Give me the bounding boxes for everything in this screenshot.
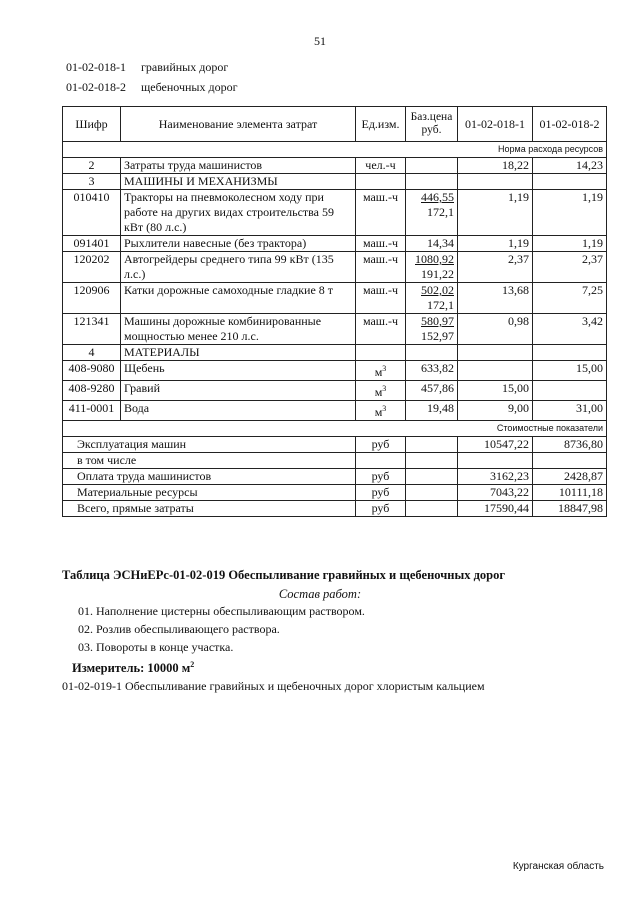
empty-cell [458, 174, 533, 190]
section-row [63, 345, 607, 361]
row-value-1: 1,19 [458, 190, 533, 236]
row-unit: маш.-ч [356, 283, 406, 314]
row-value-2: 1,19 [533, 190, 607, 236]
row-value-1: 0,98 [458, 314, 533, 345]
cost-value-2: 10111,18 [533, 485, 607, 501]
table-row [63, 401, 607, 421]
cost-row [63, 469, 607, 485]
cost-row [63, 453, 607, 469]
row-name: Автогрейдеры среднего типа 99 кВт (135 л.с.) [121, 252, 356, 283]
section-name: МАТЕРИАЛЫ [121, 345, 356, 361]
resource-table [62, 106, 607, 517]
cost-value-2: 8736,80 [533, 437, 607, 453]
row-name: Машины дорожные комбинированные мощностью менее 210 л.с. [121, 314, 356, 345]
meter-sup: 2 [190, 660, 195, 669]
header-code-line [66, 80, 238, 95]
empty-cell [406, 174, 458, 190]
empty-cell [406, 485, 458, 501]
cost-note-row [63, 421, 607, 437]
empty-cell [356, 174, 406, 190]
row-value-2: 14,23 [533, 158, 607, 174]
cost-unit: руб [356, 469, 406, 485]
row-price-value: 14,34 [427, 236, 454, 250]
materials-body [63, 361, 607, 421]
header-code-name: гравийных дорог [141, 60, 229, 74]
cost-name: Оплата труда машинистов [63, 469, 356, 485]
cost-value-1: 10547,22 [458, 437, 533, 453]
meter-label [72, 657, 194, 676]
footer-region: Курганская область [512, 861, 604, 872]
table-row [63, 158, 607, 174]
row-price [406, 283, 458, 314]
unit-sup: 3 [382, 384, 387, 393]
row-unit [356, 381, 406, 401]
row-price-wage: 191,22 [421, 267, 454, 281]
empty-cell [533, 345, 607, 361]
work-item: 02. Розлив обеспыливающего раствора. [78, 622, 280, 636]
row-value-2: 1,19 [533, 236, 607, 252]
cost-row [63, 501, 607, 517]
cost-row [63, 437, 607, 453]
cost-unit: руб [356, 501, 406, 517]
empty-cell [458, 345, 533, 361]
row-price: 633,82 [406, 361, 458, 381]
row-value-2: 2,37 [533, 252, 607, 283]
section-code: 4 [63, 345, 121, 361]
row-name: Вода [121, 401, 356, 421]
row-name: Рыхлители навесные (без трактора) [121, 236, 356, 252]
row-code: 408-9280 [63, 381, 121, 401]
row-unit: маш.-ч [356, 314, 406, 345]
row-value-1: 13,68 [458, 283, 533, 314]
row-unit [356, 361, 406, 381]
cost-name: Всего, прямые затраты [63, 501, 356, 517]
row-name: Гравий [121, 381, 356, 401]
row-value-1: 15,00 [458, 381, 533, 401]
unit-sup: 3 [382, 364, 387, 373]
empty-cell [406, 437, 458, 453]
row-unit: маш.-ч [356, 252, 406, 283]
empty-cell [406, 345, 458, 361]
costs-body [63, 437, 607, 517]
row-name: Тракторы на пневмоколесном ходу при работе на других видах строительства 59 кВт (80 л.с.) [121, 190, 356, 236]
work-item: 03. Повороты в конце участка. [78, 640, 234, 654]
row-unit: маш.-ч [356, 236, 406, 252]
row-value-1: 18,22 [458, 158, 533, 174]
unit-text: м [374, 385, 383, 399]
col-header-018-1: 01-02-018-1 [458, 107, 533, 142]
cost-name: Материальные ресурсы [63, 485, 356, 501]
row-value-2: 15,00 [533, 361, 607, 381]
row-code: 120906 [63, 283, 121, 314]
row-unit: чел.-ч [356, 158, 406, 174]
row-value-2 [533, 381, 607, 401]
row-price-wage: 172,1 [427, 205, 454, 219]
empty-cell [406, 469, 458, 485]
cost-value-1: 3162,23 [458, 469, 533, 485]
row-price: 19,48 [406, 401, 458, 421]
row-price [406, 252, 458, 283]
table-row [63, 361, 607, 381]
col-header-base-price: Баз.цена руб. [406, 107, 458, 142]
row-price: 457,86 [406, 381, 458, 401]
row-price-wage: 172,1 [427, 298, 454, 312]
cost-value-1 [458, 453, 533, 469]
row-code: 120202 [63, 252, 121, 283]
cost-value-2 [533, 453, 607, 469]
row-unit [356, 401, 406, 421]
cost-value-2: 2428,87 [533, 469, 607, 485]
row-price-value: 1080,92 [415, 252, 454, 266]
row-name: Щебень [121, 361, 356, 381]
section-title: Таблица ЭСНиЕРс-01-02-019 Обеспыливание гравийных и щебеночных дорог [62, 568, 506, 582]
header-code-line [66, 60, 228, 75]
composition-title: Состав работ: [278, 587, 362, 601]
cost-unit [356, 453, 406, 469]
row-code: 2 [63, 158, 121, 174]
table-row [63, 314, 607, 345]
col-header-018-2: 01-02-018-2 [533, 107, 607, 142]
cost-value-2: 18847,98 [533, 501, 607, 517]
row-value-1 [458, 361, 533, 381]
cost-name: Эксплуатация машин [63, 437, 356, 453]
header-code: 01-02-018-2 [66, 80, 126, 94]
col-header-cipher: Шифр [63, 107, 121, 142]
empty-cell [406, 501, 458, 517]
empty-cell [406, 453, 458, 469]
header-code: 01-02-018-1 [66, 60, 126, 74]
row-value-1: 9,00 [458, 401, 533, 421]
cost-name: в том числе [63, 453, 356, 469]
row-price [406, 158, 458, 174]
meter-text: Измеритель: 10000 м [72, 661, 191, 676]
row-price-value: 502,02 [421, 283, 454, 297]
cost-value-1: 17590,44 [458, 501, 533, 517]
cost-unit: руб [356, 437, 406, 453]
unit-text: м [374, 405, 383, 419]
row-code: 408-9080 [63, 361, 121, 381]
row-value-1: 1,19 [458, 236, 533, 252]
row-code: 121341 [63, 314, 121, 345]
cost-row [63, 485, 607, 501]
table-row [63, 252, 607, 283]
empty-cell [356, 345, 406, 361]
empty-cell [533, 174, 607, 190]
unit-sup: 3 [382, 404, 387, 413]
norm-note-row [63, 142, 607, 158]
row-price-value: 446,55 [421, 190, 454, 204]
table-header-row [63, 107, 607, 142]
row-value-1: 2,37 [458, 252, 533, 283]
table-row [63, 283, 607, 314]
section-row [63, 174, 607, 190]
col-header-unit: Ед.изм. [356, 107, 406, 142]
row-price-wage: 152,97 [421, 329, 454, 343]
unit-text: м [374, 365, 383, 379]
row-price-value: 580,97 [421, 314, 454, 328]
machines-body [63, 190, 607, 345]
page-number: 51 [314, 34, 326, 48]
cost-note: Стоимостные показатели [63, 421, 607, 437]
cost-value-1: 7043,22 [458, 485, 533, 501]
row-name: Катки дорожные самоходные гладкие 8 т [121, 283, 356, 314]
section-name: МАШИНЫ И МЕХАНИЗМЫ [121, 174, 356, 190]
row-value-2: 7,25 [533, 283, 607, 314]
row-value-2: 3,42 [533, 314, 607, 345]
row-price [406, 314, 458, 345]
row-price [406, 190, 458, 236]
row-name: Затраты труда машинистов [121, 158, 356, 174]
row-unit: маш.-ч [356, 190, 406, 236]
work-item: 01. Наполнение цистерны обеспыливающим раствором. [78, 604, 365, 618]
row-code: 411-0001 [63, 401, 121, 421]
norm-note: Норма расхода ресурсов [63, 142, 607, 158]
row-value-2: 31,00 [533, 401, 607, 421]
section-code: 3 [63, 174, 121, 190]
header-code-name: щебеночных дорог [141, 80, 238, 94]
row-code: 091401 [63, 236, 121, 252]
table-row [63, 236, 607, 252]
col-header-name: Наименование элемента затрат [121, 107, 356, 142]
table-row [63, 190, 607, 236]
row-code: 010410 [63, 190, 121, 236]
table-row [63, 381, 607, 401]
code-line: 01-02-019-1 Обеспыливание гравийных и щебеночных дорог хлористым кальцием [62, 679, 485, 693]
cost-unit: руб [356, 485, 406, 501]
row-price [406, 236, 458, 252]
